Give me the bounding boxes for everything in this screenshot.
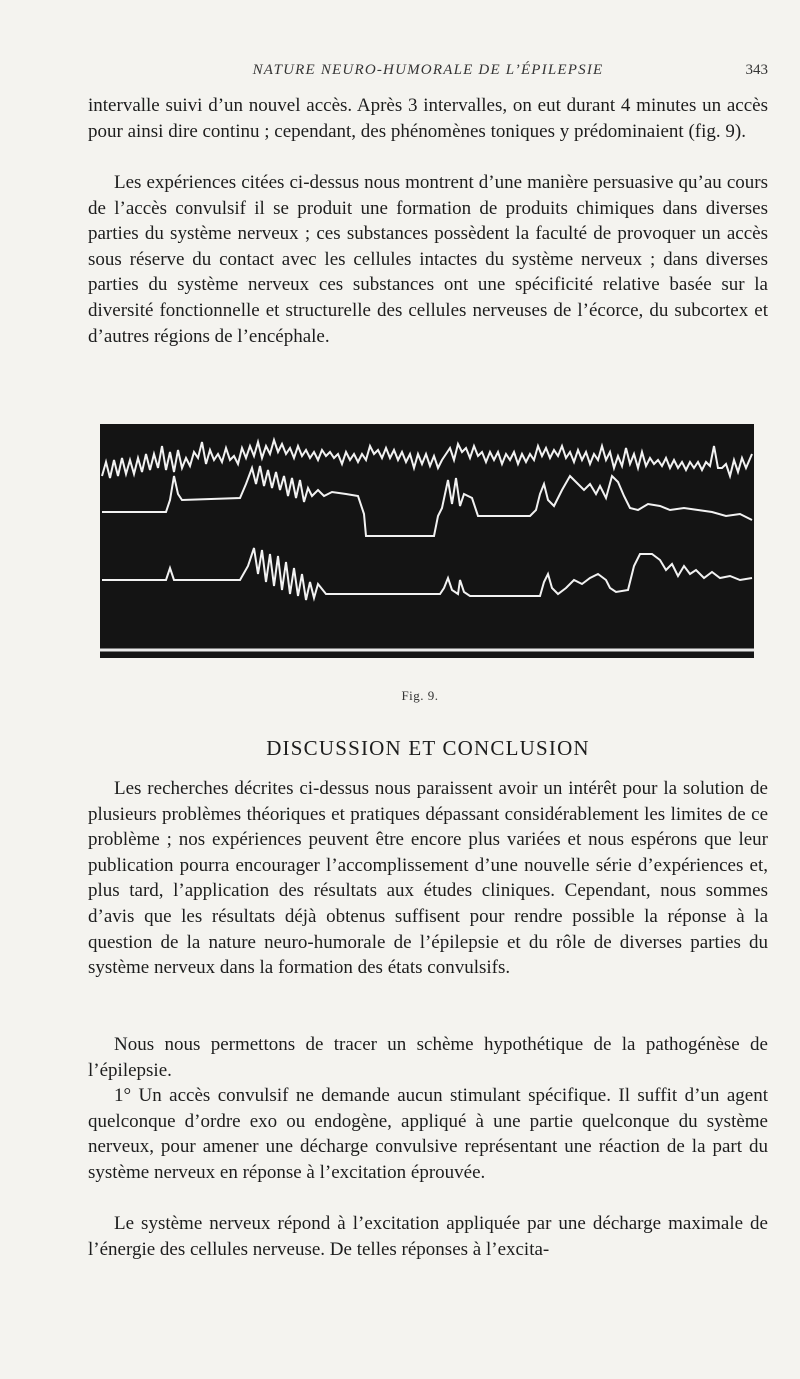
section-heading: DISCUSSION ET CONCLUSION xyxy=(266,736,590,760)
running-head xyxy=(88,62,768,84)
paragraph-point-one: 1° Un accès convulsif ne demande aucun stimulant spécifique. Il suffit d’un agent quelconque d’ordre exo ou endogène, appliqué à une partie quelconque du système nerveux, pour amener une décharge convulsive représentant une réaction de la part du système nerveux en réponse à l’excitation éprouvée. xyxy=(88,1085,768,1183)
paragraph-continuation: intervalle suivi d’un nouvel accès. Après 3 intervalles, on eut durant 4 minutes un accès pour ainsi dire continu ; cependant, des phénomènes toniques y prédominaient (fig. 9). xyxy=(88,95,768,142)
paragraph-scheme: Nous nous permettons de tracer un schème hypothétique de la pathogénèse de l’épilepsie. xyxy=(88,1034,768,1081)
eeg-trace-figure xyxy=(100,424,754,658)
figure-caption: Fig. 9. xyxy=(401,688,439,703)
paragraph-recherches: Les recherches décrites ci-dessus nous paraissent avoir un intérêt pour la solution de plusieurs problèmes théoriques et pratiques dépassant considérablement les limites de ce problème ; nos expériences peuvent être encore plus variées et nous espérons que leur publication pourra encourager l’accomplissement d’une nouvelle série d’expériences et, plus tard, l’application des résultats aux études cliniques. Cependant, nous sommes d’avis que les résultats déjà obtenus suffisent pour rendre possible la réponse à la question de la nature neuro-humorale de l’épilepsie et du rôle de diverses parties du système nerveux dans la formation des états convulsifs. xyxy=(88,778,768,979)
eeg-trace-drawing xyxy=(100,424,754,658)
paragraph-experiences: Les expériences citées ci-dessus nous montrent d’une manière persuasive qu’au cours de l’accès convulsif il se produit une formation de produits chimiques dans diverses parties du système nerveux ; ces substances possèdent la faculté de provoquer un accès sous réserve du contact avec les cellules intactes du système nerveux ; dans diverses parties du système nerveux ces substances ont une spécificité relative basée sur la diversité fonctionnelle et structurelle des cellules nerveuses de l’écorce, du subcortex et d’autres régions de l’encéphale. xyxy=(88,172,768,347)
page-number: 343 xyxy=(745,62,768,78)
paragraph-systeme-nerveux: Le système nerveux répond à l’excitation appliquée par une décharge maximale de l’énergie des cellules nerveuse. De telles réponses à l’excita- xyxy=(88,1213,768,1260)
running-title: NATURE NEURO-HUMORALE DE L’ÉPILEPSIE xyxy=(252,62,604,78)
